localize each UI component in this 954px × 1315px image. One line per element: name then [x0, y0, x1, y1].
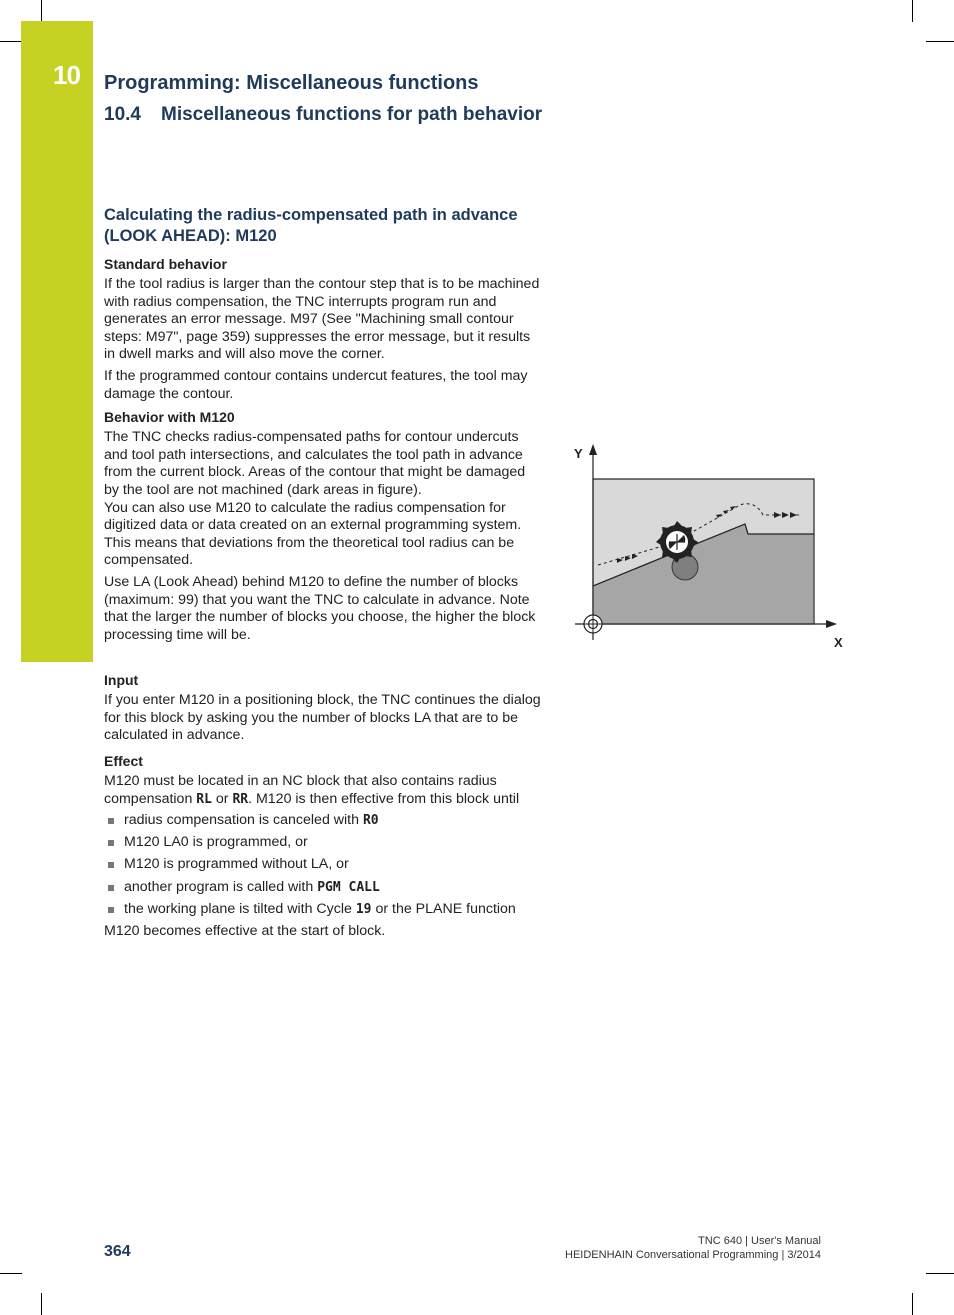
input-paragraph: If you enter M120 in a positioning block, the TNC continues the dialog for this block by asking you the number of blocks LA that are to be calculated in advance. — [104, 692, 541, 744]
list-item: M120 LA0 is programmed, or — [104, 834, 544, 852]
code-rr: RR — [232, 791, 249, 807]
standard-behavior-paragraph: If the tool radius is larger than the contour step that is to be machined with radius compensation, the TNC interrupts program run and generates an error message. M97 (See "Machining small contour steps: M97", page 359) suppresses the error message, but it results in dwell marks and will also move the corner. — [104, 276, 540, 363]
list-item: radius compensation is canceled with R0 — [104, 812, 544, 830]
list-item: the working plane is tilted with Cycle 19 or the PLANE function — [104, 901, 544, 919]
crop-mark — [926, 41, 954, 42]
effect-paragraph: M120 must be located in an NC block that also contains radius compensation RL or RR. M120 is then effective from this block until — [104, 773, 520, 807]
m120-behavior-paragraph: The TNC checks radius-compensated paths for contour undercuts and tool path intersections, and calculates the tool path in advance from the current block. Areas of the contour that might be damaged by the tool are not machined (dark areas in figure). — [104, 429, 526, 498]
chapter-tab — [21, 21, 93, 662]
x-axis-arrow-icon — [826, 620, 837, 628]
milling-tool-icon — [656, 521, 698, 563]
standard-behavior-paragraph: If the programmed contour contains undercut features, the tool may damage the contour. — [104, 367, 528, 402]
crop-mark — [912, 0, 913, 22]
crop-mark — [926, 1273, 954, 1274]
standard-behavior-heading: Standard behavior — [104, 256, 227, 272]
m120-behavior-heading: Behavior with M120 — [104, 409, 235, 426]
page-number: 364 — [104, 1243, 131, 1260]
article-title — [104, 205, 544, 247]
footer — [565, 1235, 821, 1262]
list-item: another program is called with PGM CALL — [104, 879, 544, 897]
crop-mark — [0, 1273, 22, 1274]
section-number: 10.4 — [104, 104, 141, 125]
article-title-line2: (LOOK AHEAD): M120 — [104, 227, 277, 245]
article-title-line1: Calculating the radius-compensated path in advance — [104, 206, 518, 224]
footer-line1: TNC 640 | User's Manual — [698, 1235, 821, 1247]
look-ahead-figure — [570, 440, 860, 655]
look-ahead-diagram — [570, 440, 860, 655]
chapter-number: 10 — [53, 60, 80, 90]
list-item: M120 is programmed without LA, or — [104, 856, 544, 874]
code-rl: RL — [196, 791, 212, 807]
chapter-title: Programming: Miscellaneous functions — [104, 72, 479, 94]
y-axis-arrow-icon — [589, 444, 597, 455]
effect-closing: M120 becomes effective at the start of block. — [104, 922, 386, 939]
effect-heading: Effect — [104, 753, 143, 770]
section-title — [104, 104, 542, 126]
article — [104, 205, 544, 944]
crop-mark — [41, 1293, 42, 1315]
effect-list — [104, 812, 544, 918]
crop-mark — [912, 1293, 913, 1315]
input-heading: Input — [104, 672, 139, 689]
y-axis-label: Y — [574, 446, 583, 461]
m120-behavior-paragraph: Use LA (Look Ahead) behind M120 to define the number of blocks (maximum: 99) that you want the TNC to calculate in advance. Note that the larger the number of blocks you choose, the higher the block processing time will be. — [104, 573, 536, 643]
m120-behavior-paragraph: You can also use M120 to calculate the radius compensation for digitized data or data created on an external programming system. This means that deviations from the theoretical tool radius can be compensated. — [104, 499, 522, 569]
footer-line2: HEIDENHAIN Conversational Programming | 3/2014 — [565, 1248, 821, 1261]
crop-mark — [41, 0, 42, 22]
x-axis-label: X — [834, 635, 843, 650]
section-title-text: Miscellaneous functions for path behavior — [161, 104, 543, 125]
crop-mark — [0, 41, 22, 42]
